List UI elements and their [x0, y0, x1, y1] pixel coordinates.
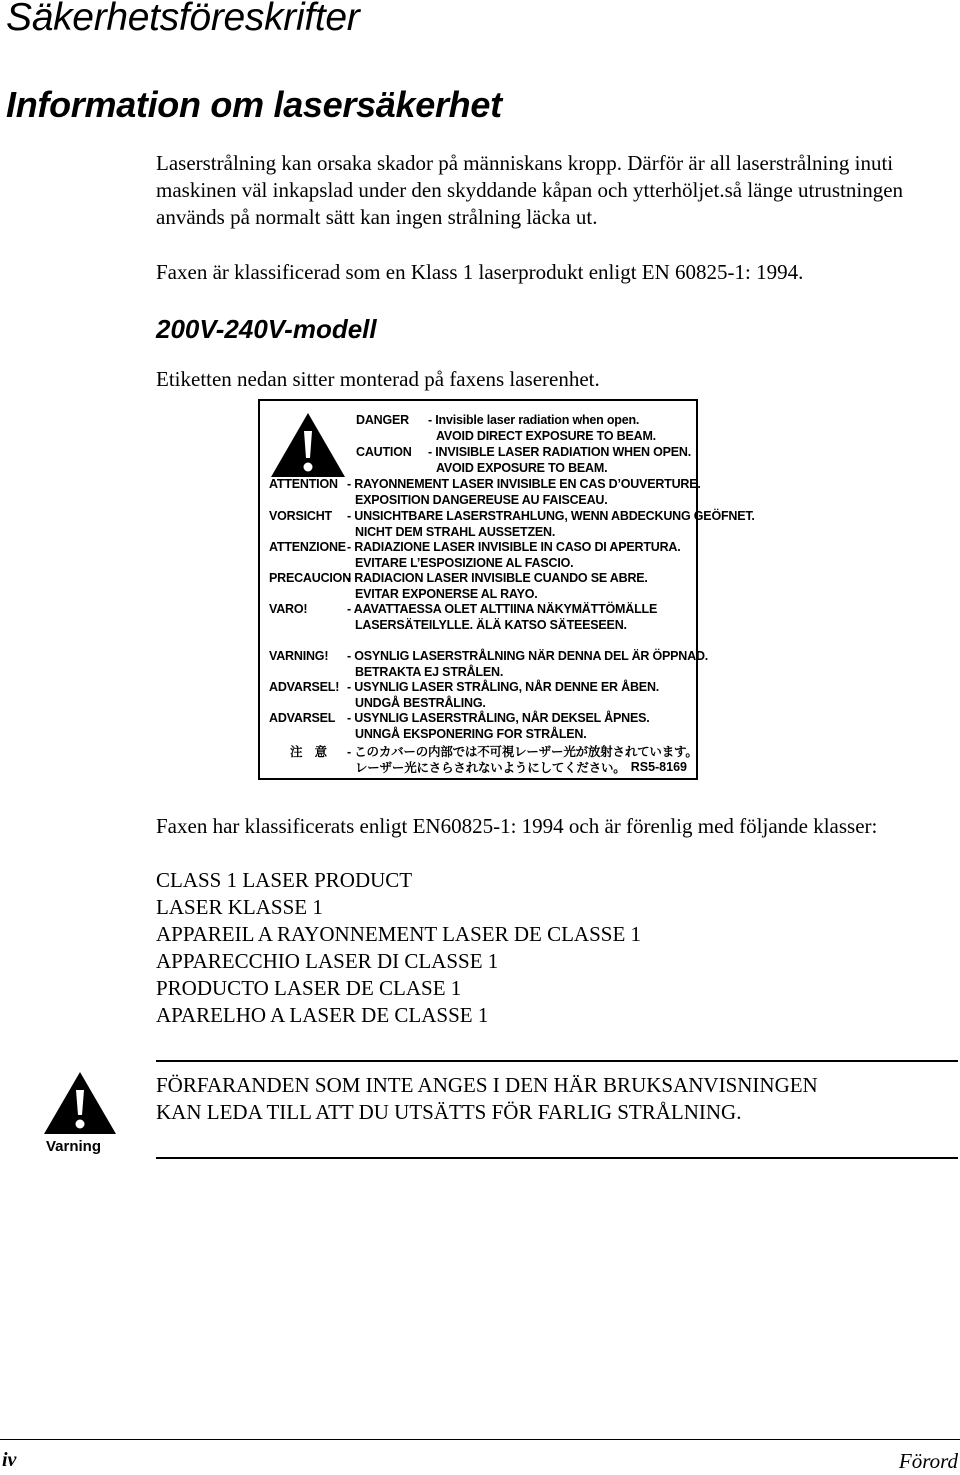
label-keyword: ADVARSEL — [269, 711, 336, 725]
label-text: - RAYONNEMENT LASER INVISIBLE EN CAS D’OUVERTURE. — [347, 477, 701, 491]
label-keyword: ADVARSEL! — [269, 680, 340, 694]
label-text: NICHT DEM STRAHL AUSSETZEN. — [355, 525, 556, 539]
warning-icon-label: Varning — [46, 1138, 102, 1155]
label-intro-text: Etiketten nedan sitter monterad på faxens laserenhet. — [156, 367, 600, 391]
label-text: - AAVATTAESSA OLET ALTTIINA NÄKYMÄTTÖMÄLLE — [347, 602, 658, 616]
caution-divider-top — [156, 1060, 958, 1062]
label-text: EVITAR EXPONERSE AL RAYO. — [355, 587, 538, 601]
label-text: - UNSICHTBARE LASERSTRAHLUNG, WENN ABDECKUNG GEÖFNET. — [347, 509, 755, 523]
classes-intro: Faxen har klassificerats enligt EN60825-1: 1994 och är förenlig med följande klasser: — [156, 814, 878, 838]
list-item: PRODUCTO LASER DE CLASE 1 — [156, 976, 462, 1000]
caution-divider-bottom — [156, 1157, 958, 1159]
label-keyword: DANGER — [356, 413, 409, 427]
list-item: LASER KLASSE 1 — [156, 895, 323, 919]
label-text: BETRAKTA EJ STRÅLEN. — [355, 665, 504, 679]
page-number: iv — [2, 1449, 17, 1471]
label-text: UNNGÅ EKSPONERING FOR STRÅLEN. — [355, 727, 587, 741]
caution-line: KAN LEDA TILL ATT DU UTSÄTTS FÖR FARLIG STRÅLNING. — [156, 1100, 742, 1124]
label-text: - RADIAZIONE LASER INVISIBLE IN CASO DI APERTURA. — [347, 540, 681, 554]
label-text: AVOID DIRECT EXPOSURE TO BEAM. — [436, 429, 656, 443]
label-keyword: 注 意 — [290, 745, 327, 759]
classification-paragraph: Faxen är klassificerad som en Klass 1 laserprodukt enligt EN 60825-1: 1994. — [156, 260, 804, 284]
footer-section: Förord — [898, 1449, 958, 1473]
caution-text — [156, 1072, 818, 1126]
label-keyword: ATTENZIONE — [269, 540, 346, 554]
label-keyword: VORSICHT — [269, 509, 332, 523]
laser-warning-label — [258, 399, 755, 780]
list-item: CLASS 1 LASER PRODUCT — [156, 868, 413, 892]
label-keyword: PRECAUCION — [269, 571, 352, 585]
page-subtitle: Information om lasersäkerhet — [6, 84, 502, 125]
label-text: - OSYNLIG LASERSTRÅLNING NÄR DENNA DEL ÄR ÖPPNAD. — [347, 649, 709, 663]
label-keyword: CAUTION — [356, 445, 412, 459]
caution-line: FÖRFARANDEN SOM INTE ANGES I DEN HÄR BRUKSANVISNINGEN — [156, 1073, 818, 1097]
warning-triangle-icon — [269, 411, 347, 479]
warning-triangle-icon — [42, 1070, 118, 1136]
label-keyword: VARNING! — [269, 649, 329, 663]
label-code: RS5-8169 — [630, 760, 687, 774]
label-text: - INVISIBLE LASER RADIATION WHEN OPEN. — [428, 445, 692, 459]
list-item: APPAREIL A RAYONNEMENT LASER DE CLASSE 1 — [156, 922, 642, 946]
model-heading: 200V-240V-modell — [156, 314, 377, 344]
label-keyword: ATTENTION — [269, 477, 338, 491]
label-text: EVITARE L’ESPOSIZIONE AL FASCIO. — [355, 556, 574, 570]
label-text: レーザー光にさらされないようにしてください。 — [355, 761, 626, 775]
label-text: - USYNLIG LASERSTRÅLING, NÅR DEKSEL ÅPNES. — [347, 711, 650, 725]
label-text: LASERSÄTEILYLLE. ÄLÄ KATSO SÄTEESEEN. — [355, 618, 627, 632]
label-text: EXPOSITION DANGEREUSE AU FAISCEAU. — [355, 493, 608, 507]
footer-divider — [0, 1439, 960, 1440]
label-keyword: VARO! — [269, 602, 308, 616]
list-item: APARELHO A LASER DE CLASSE 1 — [156, 1003, 489, 1027]
label-text: - USYNLIG LASER STRÅLING, NÅR DENNE ER ÅBEN. — [347, 680, 660, 694]
label-text: - Invisible laser radiation when open. — [428, 413, 640, 427]
class-list — [156, 867, 641, 1029]
label-text: UNDGÅ BESTRÅLING. — [355, 696, 486, 710]
page-title: Säkerhetsföreskrifter — [6, 0, 360, 39]
intro-paragraph: Laserstrålning kan orsaka skador på människans kropp. Därför är all laserstrålning inuti maskinen väl inkapslad under den skyddande kåpan och ytterhöljet.så länge utrustningen används på normalt sätt kan ingen strålning läcka ut. — [156, 151, 904, 229]
list-item: APPARECCHIO LASER DI CLASSE 1 — [156, 949, 499, 973]
label-text: AVOID EXPOSURE TO BEAM. — [436, 461, 608, 475]
label-text: - RADIACION LASER INVISIBLE CUANDO SE ABRE. — [347, 571, 648, 585]
label-text: - このカバーの内部では不可視レーザー光が放射されています。 — [347, 745, 698, 759]
